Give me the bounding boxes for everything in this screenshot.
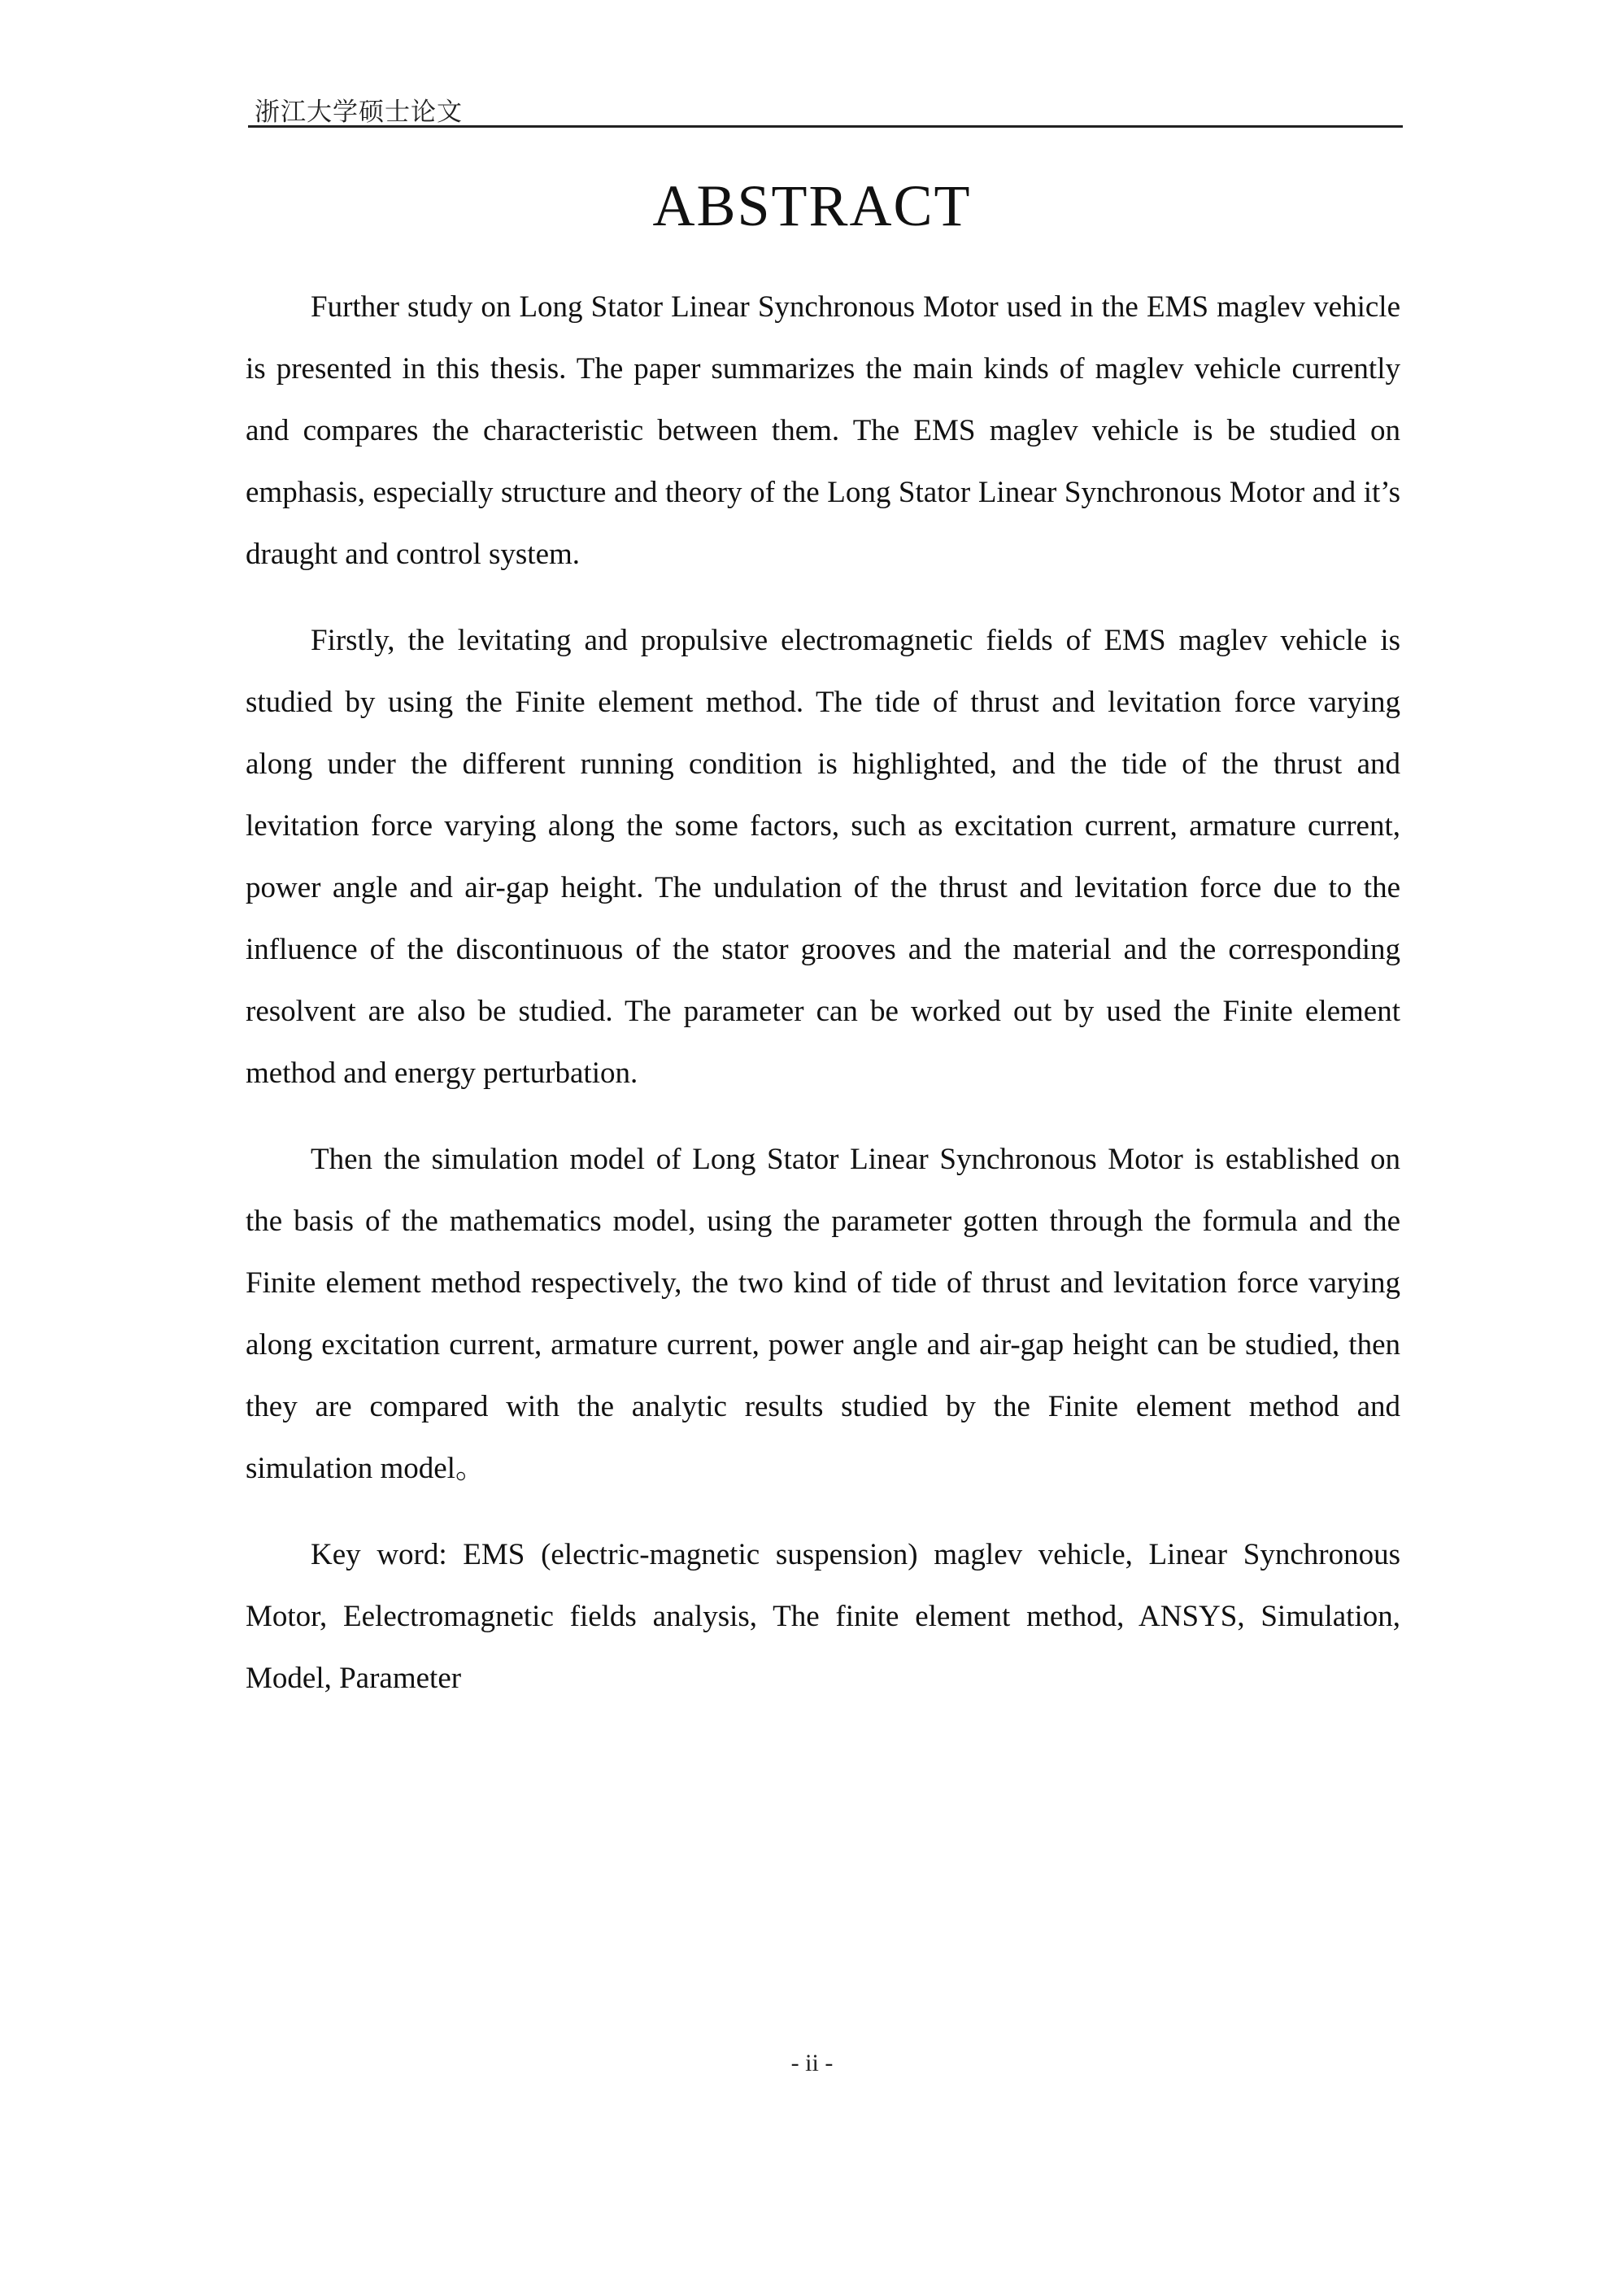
header-label: 浙江大学硕士论文 bbox=[255, 98, 463, 126]
abstract-paragraph-1: Further study on Long Stator Linear Synchronous Motor used in the EMS maglev vehicle is presented in this thesis. The paper summarizes the main kinds of maglev vehicle currently and compares the characteristic between them. The EMS maglev vehicle is be studied on emphasis, especially structure and theory of the Long Stator Linear Synchronous Motor and it’s draught and control system. bbox=[246, 290, 1400, 571]
abstract-title: ABSTRACT bbox=[652, 173, 972, 238]
abstract-paragraph-2: Firstly, the levitating and propulsive electromagnetic fields of EMS maglev vehicle is studied by using the Finite element method. The tide of thrust and levitation force varying along under the different running condition is highlighted, and the tide of the thrust and levitation force varying along the some factors, such as excitation current, armature current, power angle and air-gap height. The undulation of the thrust and levitation force due to the influence of the discontinuous of the stator grooves and the material and the corresponding resolvent are also be studied. The parameter can be worked out by used the Finite element method and energy perturbation. bbox=[246, 624, 1400, 1090]
header-rule bbox=[248, 125, 1403, 128]
abstract-paragraph-3: Then the simulation model of Long Stator Linear Synchronous Motor is established on the basis of the mathematics model, using the parameter gotten through the formula and the Finite element method respectively, the two kind of tide of thrust and levitation force varying along excitation current, armature current, power angle and air-gap height can be studied, then they are compared with the analytic results studied by the Finite element method and simulation model。 bbox=[246, 1143, 1400, 1485]
abstract-body bbox=[246, 277, 1400, 1710]
keywords: Key word: EMS (electric-magnetic suspension) maglev vehicle, Linear Synchronous Motor, Eelectromagnetic fields analysis, The finite element method, ANSYS, Simulation, Model, Parameter bbox=[246, 1538, 1400, 1695]
page-number: - ii - bbox=[790, 2050, 834, 2076]
page-header bbox=[248, 88, 1403, 129]
